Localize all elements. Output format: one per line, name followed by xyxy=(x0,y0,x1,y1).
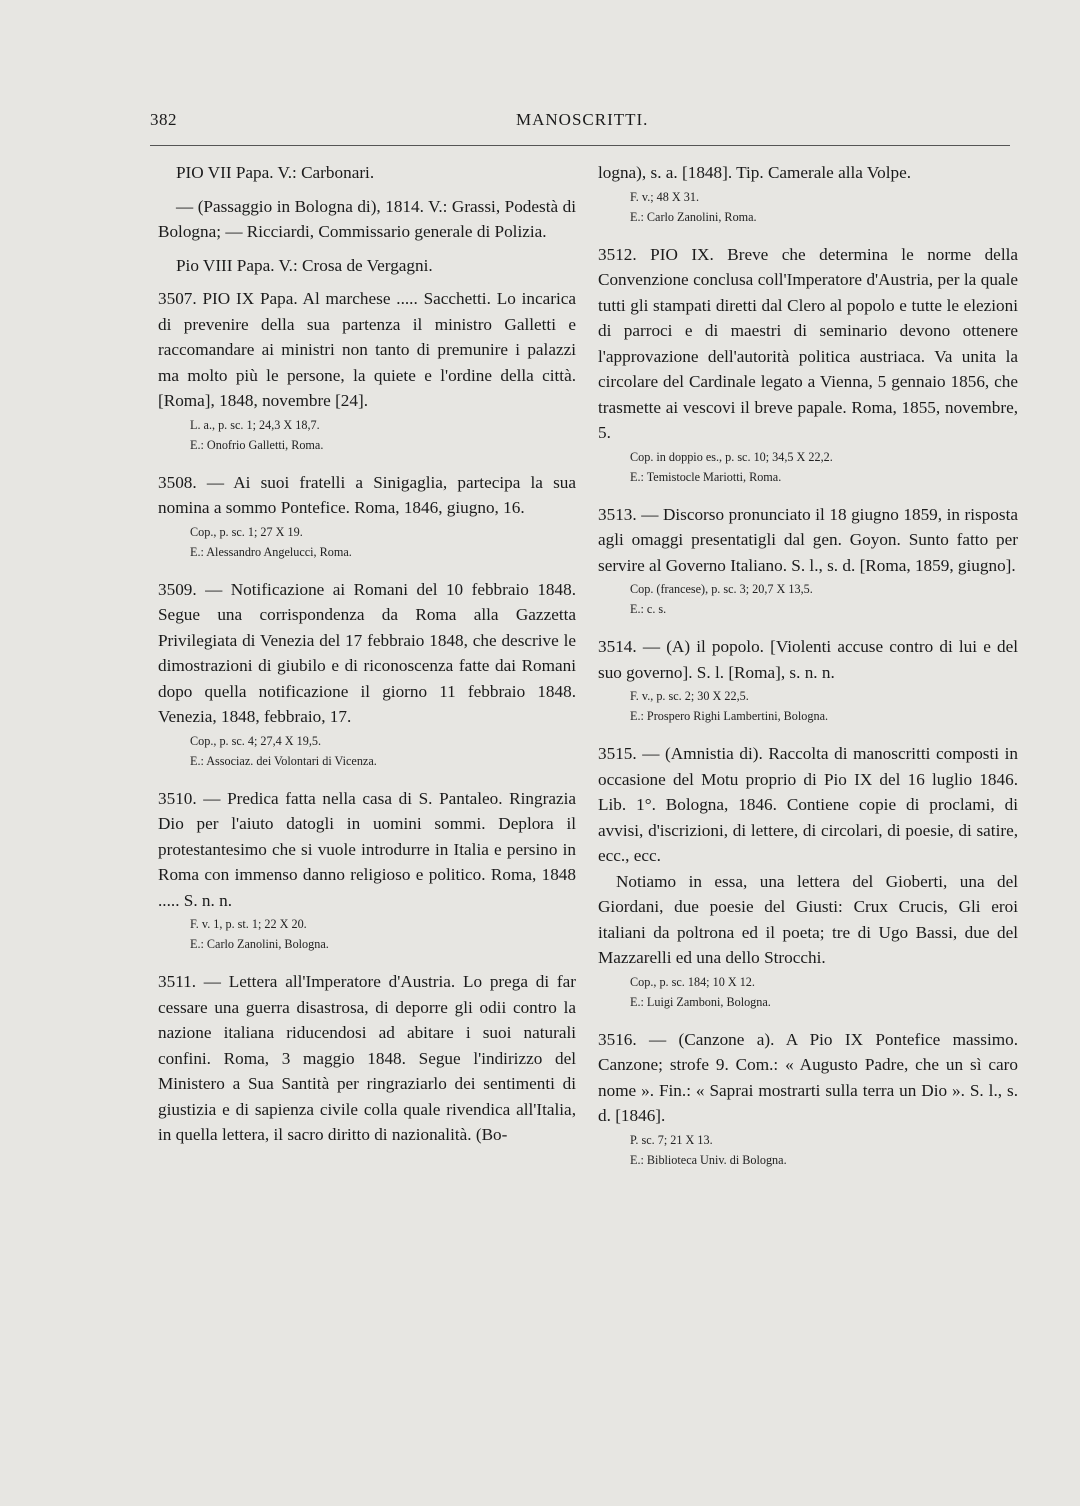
entry-note: E.: Carlo Zanolini, Roma. xyxy=(630,209,757,224)
entry-text: — (Passaggio in Bologna di), 1814. V.: Grassi, Podestà di Bologna; — Ricciardi, Commissario generale di Polizia. xyxy=(158,196,576,241)
entry-note: E.: Associaz. dei Volontari di Vicenza. xyxy=(190,753,377,768)
entry-3511 xyxy=(158,969,576,1148)
entry-3511-continued xyxy=(598,160,1018,226)
entry-text: Pio VIII Papa. V.: Crosa de Vergagni. xyxy=(176,255,433,275)
entry-note: F. v.; 48 X 31. xyxy=(630,189,699,204)
entry-note: E.: Temistocle Mariotti, Roma. xyxy=(630,469,782,484)
entry-3509 xyxy=(158,577,576,770)
entry-pio-vii-passaggio xyxy=(158,194,576,245)
entry-note: Cop., p. sc. 184; 10 X 12. xyxy=(630,974,755,989)
entry-pio-vii xyxy=(158,160,576,186)
entry-text: 3515. — (Amnistia di). Raccolta di manoscritti composti in occasione del Motu proprio di Pio IX del 16 luglio 1846. Lib. 1°. Bologna, 1846. Contiene copie di proclami, di avvisi, d'iscrizioni, di lettere, di circolari, di poesie, di satire, ecc., ecc. xyxy=(598,744,1018,865)
entry-note: E.: Alessandro Angelucci, Roma. xyxy=(190,544,352,559)
entry-text: Notiamo in essa, una lettera del Gioberti, una del Giordani, due poesie del Giusti: Crux Crucis, Gli eroi italiani da poltrona ed il poeta; tre di Ugo Bassi, due del Mazzarelli ed una dello Strocchi. xyxy=(598,871,1018,967)
entry-3515 xyxy=(598,741,1018,869)
entry-3508 xyxy=(158,470,576,561)
entry-text: 3509. — Notificazione ai Romani del 10 febbraio 1848. Segue una corrispondenza da Roma alla Gazzetta Privilegiata di Venezia del 17 febbraio 1848, che descrive le dimostrazioni di giubilo e di riconoscenza fatte dai Romani dopo quella notificazione il giorno 11 febbraio 1848. Venezia, 1848, febbraio, 17. xyxy=(158,579,576,726)
entry-text: 3508. — Ai suoi fratelli a Sinigaglia, partecipa la sua nomina a sommo Pontefice. Roma, 1846, giugno, 16. xyxy=(158,472,576,517)
entry-note: E.: Luigi Zamboni, Bologna. xyxy=(630,994,771,1009)
entry-3515-remark xyxy=(598,869,1018,1011)
entry-note: L. a., p. sc. 1; 24,3 X 18,7. xyxy=(190,417,320,432)
entry-text: 3513. — Discorso pronunciato il 18 giugno 1859, in risposta agli omaggi presentatigli dal gen. Goyon. Sunto fatto per servire al Governo Italiano. S. l., s. d. [Roma, 1859, giugno]. xyxy=(598,504,1018,575)
entry-note: E.: Prospero Righi Lambertini, Bologna. xyxy=(630,709,829,723)
entry-text: 3512. PIO IX. Breve che determina le norme della Convenzione conclusa coll'Imperatore d'Austria, per la quale tutti gli stampati diretti dal Clero al popolo e tutte le elezioni di parroci e di maestri di seminario devono ottenere l'approvazione dell'autorità politica austriaca. Va unita la circolare del Cardinale legato a Vienna, 5 gennaio 1856, che trasmette ai vescovi il breve papale. Roma, 1855, novembre, 5. xyxy=(598,244,1018,442)
entry-text: 3514. — (A) il popolo. [Violenti accuse contro di lui e del suo governo]. S. l. [Roma], s. n. n. xyxy=(598,637,1018,682)
entry-note: E.: Carlo Zanolini, Bologna. xyxy=(190,937,329,951)
entry-3510 xyxy=(158,786,576,954)
entry-note: F. v. 1, p. st. 1; 22 X 20. xyxy=(190,917,307,931)
entry-text: logna), s. a. [1848]. Tip. Camerale alla Volpe. xyxy=(598,163,911,182)
entry-note: E.: Biblioteca Univ. di Bologna. xyxy=(630,1152,787,1167)
entry-pio-viii xyxy=(158,253,576,279)
entry-note: F. v., p. sc. 2; 30 X 22,5. xyxy=(630,689,749,703)
entry-3516 xyxy=(598,1027,1018,1169)
entry-text: 3516. — (Canzone a). A Pio IX Pontefice massimo. Canzone; strofe 9. Com.: « Augusto Padre, che un sì caro nome ». Fin.: « Saprai mostrarti sulla terra un Dio ». S. l., s. d. [1846]. xyxy=(598,1029,1018,1125)
entry-note: Cop., p. sc. 4; 27,4 X 19,5. xyxy=(190,733,322,748)
entry-note: E.: Onofrio Galletti, Roma. xyxy=(190,437,324,452)
header-rule xyxy=(150,145,1010,146)
entry-text: PIO VII Papa. V.: Carbonari. xyxy=(176,163,375,182)
entry-text: 3510. — Predica fatta nella casa di S. Pantaleo. Ringrazia Dio per l'aiuto datogli in uomini sommi. Deplora il protestantesimo che si vuole introdurre in Italia e persino in Roma con immenso danno religioso e politico. Roma, 1848 ..... S. n. n. xyxy=(158,788,576,910)
entry-3507 xyxy=(158,286,576,454)
entry-text: 3507. PIO IX Papa. Al marchese ..... Sacchetti. Lo incarica di prevenire della sua partenza il ministro Galletti e raccomandare ai ministri non tanto di premunire i palazzi ma molto più le persone, la quiete e l'ordine della città. [Roma], 1848, novembre [24]. xyxy=(158,289,576,410)
entry-text: 3511. — Lettera all'Imperatore d'Austria. Lo prega di far cessare una guerra disastrosa, di deporre gli odii contro la nazione italiana riducendosi ad abitare i suoi naturali confini. Roma, 3 maggio 1848. Segue l'indirizzo del Ministero a Sua Santità per ringraziarlo dei sentimenti di giustizia e di sapienza civile colla quale rivendica all'Italia, in quella lettera, il sacro diritto di nazionalità. (Bo- xyxy=(158,972,576,1144)
entry-note: P. sc. 7; 21 X 13. xyxy=(630,1132,713,1147)
running-title: MANOSCRITTI. xyxy=(516,110,649,129)
entry-note: Cop. (francese), p. sc. 3; 20,7 X 13,5. xyxy=(630,582,813,596)
right-column xyxy=(598,160,1018,1169)
entry-3512 xyxy=(598,242,1018,486)
entry-3514 xyxy=(598,634,1018,725)
entry-3513 xyxy=(598,502,1018,619)
entry-note: Cop., p. sc. 1; 27 X 19. xyxy=(190,524,303,539)
entry-note: E.: c. s. xyxy=(630,602,667,616)
entry-note: Cop. in doppio es., p. sc. 10; 34,5 X 22,2. xyxy=(630,449,833,464)
left-column xyxy=(158,160,576,1148)
page-number: 382 xyxy=(150,110,177,129)
